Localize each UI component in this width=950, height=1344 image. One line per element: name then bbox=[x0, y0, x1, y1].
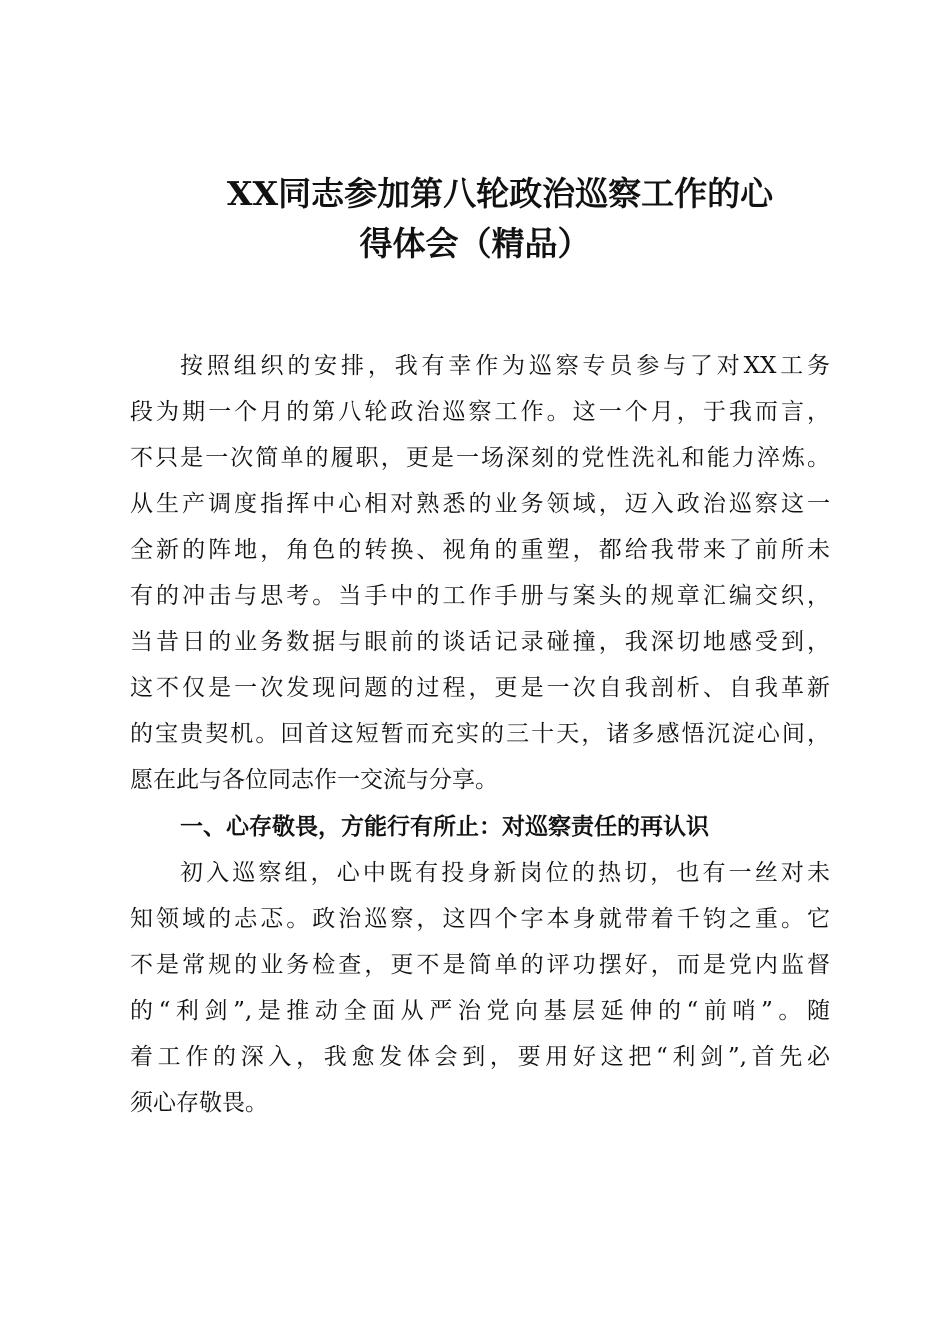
paragraph-line: 这不仅是一次发现问题的过程，更是一次自我剖析、自我革新 bbox=[130, 675, 830, 701]
document-title-line-2: 得体会（精品） bbox=[359, 224, 591, 263]
paragraph-line: 愿在此与各位同志作一交流与分享。 bbox=[130, 767, 498, 793]
paragraph-line: 着工作的深入，我愈发体会到，要用好这把“利剑”,首先必 bbox=[130, 1044, 830, 1070]
paragraph-line: 从生产调度指挥中心相对熟悉的业务领域，迈入政治巡察这一 bbox=[130, 491, 830, 517]
paragraph-line: 的宝贵契机。回首这短暂而充实的三十天，诸多感悟沉淀心间， bbox=[130, 721, 830, 747]
paragraph-line: 的“利剑”,是推动全面从严治党向基层延伸的“前哨”。随 bbox=[130, 998, 830, 1024]
section-heading-1: 一、心存敬畏，方能行有所止：对巡察责任的再认识 bbox=[180, 814, 709, 840]
document-title-line-1: XX同志参加第八轮政治巡察工作的心 bbox=[226, 174, 774, 213]
paragraph-line: 有的冲击与思考。当手中的工作手册与案头的规章汇编交织， bbox=[130, 583, 830, 609]
paragraph-line: 初入巡察组，心中既有投身新岗位的热切，也有一丝对未 bbox=[180, 860, 830, 886]
paragraph-line: 不是常规的业务检查，更不是简单的评功摆好，而是党内监督 bbox=[130, 952, 830, 978]
paragraph-line: 知领域的忐忑。政治巡察，这四个字本身就带着千钧之重。它 bbox=[130, 906, 830, 932]
paragraph-line: 不只是一次简单的履职，更是一场深刻的党性洗礼和能力淬炼。 bbox=[130, 445, 830, 471]
paragraph-line: 按照组织的安排，我有幸作为巡察专员参与了对XX工务 bbox=[180, 353, 830, 379]
paragraph-line: 全新的阵地，角色的转换、视角的重塑，都给我带来了前所未 bbox=[130, 537, 830, 563]
paragraph-line: 段为期一个月的第八轮政治巡察工作。这一个月，于我而言， bbox=[130, 399, 830, 425]
paragraph-line: 当昔日的业务数据与眼前的谈话记录碰撞，我深切地感受到， bbox=[130, 629, 830, 655]
paragraph-line: 须心存敬畏。 bbox=[130, 1090, 268, 1116]
